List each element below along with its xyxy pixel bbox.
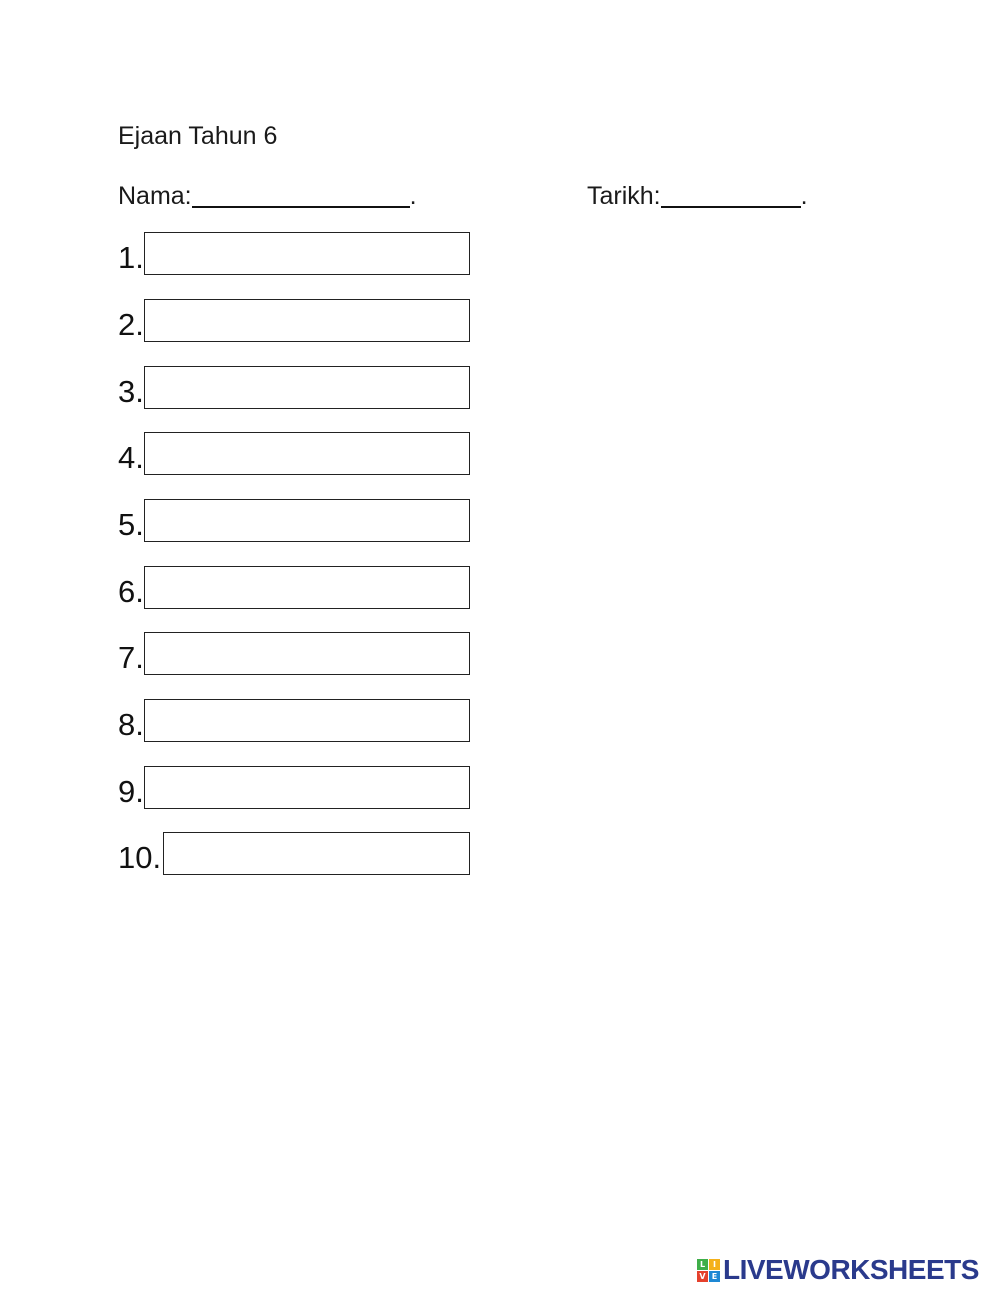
date-period: . bbox=[800, 182, 808, 210]
answer-input[interactable] bbox=[144, 699, 470, 742]
answer-row bbox=[118, 766, 470, 812]
answer-number: 1. bbox=[118, 240, 144, 275]
name-label: Nama: bbox=[118, 182, 192, 210]
answer-number: 2. bbox=[118, 307, 144, 342]
answer-row bbox=[118, 299, 470, 345]
logo-text: LIVEWORKSHEETS bbox=[723, 1254, 979, 1285]
date-field-row bbox=[587, 178, 808, 212]
answer-input[interactable] bbox=[144, 499, 470, 542]
logo-mark-tile: L bbox=[697, 1259, 708, 1270]
answer-number: 4. bbox=[118, 440, 144, 475]
answer-number: 3. bbox=[118, 374, 144, 409]
logo-mark-tile: I bbox=[709, 1259, 720, 1270]
answer-input[interactable] bbox=[144, 299, 470, 342]
answer-number: 5. bbox=[118, 507, 144, 542]
liveworksheets-logo bbox=[697, 1255, 979, 1285]
answer-row bbox=[118, 566, 470, 612]
name-blank[interactable] bbox=[192, 178, 410, 208]
answer-number: 9. bbox=[118, 774, 144, 809]
name-field-row bbox=[118, 178, 417, 212]
answer-input[interactable] bbox=[144, 766, 470, 809]
answer-number: 8. bbox=[118, 707, 144, 742]
answer-row bbox=[118, 232, 470, 278]
answer-number: 10. bbox=[118, 840, 162, 875]
logo-mark-icon bbox=[697, 1259, 720, 1282]
answer-row bbox=[118, 432, 470, 478]
name-period: . bbox=[409, 182, 417, 210]
answer-input[interactable] bbox=[144, 232, 470, 275]
answer-row bbox=[118, 366, 470, 412]
answer-row bbox=[118, 499, 470, 545]
answer-input[interactable] bbox=[163, 832, 470, 875]
date-label: Tarikh: bbox=[587, 182, 661, 210]
answer-input[interactable] bbox=[144, 566, 470, 609]
logo-mark-tile: V bbox=[697, 1271, 708, 1282]
answer-input[interactable] bbox=[144, 432, 470, 475]
date-blank[interactable] bbox=[661, 178, 801, 208]
logo-mark-tile: E bbox=[709, 1271, 720, 1282]
worksheet-title: Ejaan Tahun 6 bbox=[118, 122, 278, 150]
answer-number: 7. bbox=[118, 640, 144, 675]
answer-row bbox=[118, 699, 470, 745]
answer-row bbox=[118, 632, 470, 678]
answer-number: 6. bbox=[118, 574, 144, 609]
answer-input[interactable] bbox=[144, 632, 470, 675]
answer-input[interactable] bbox=[144, 366, 470, 409]
answer-row bbox=[118, 832, 470, 878]
